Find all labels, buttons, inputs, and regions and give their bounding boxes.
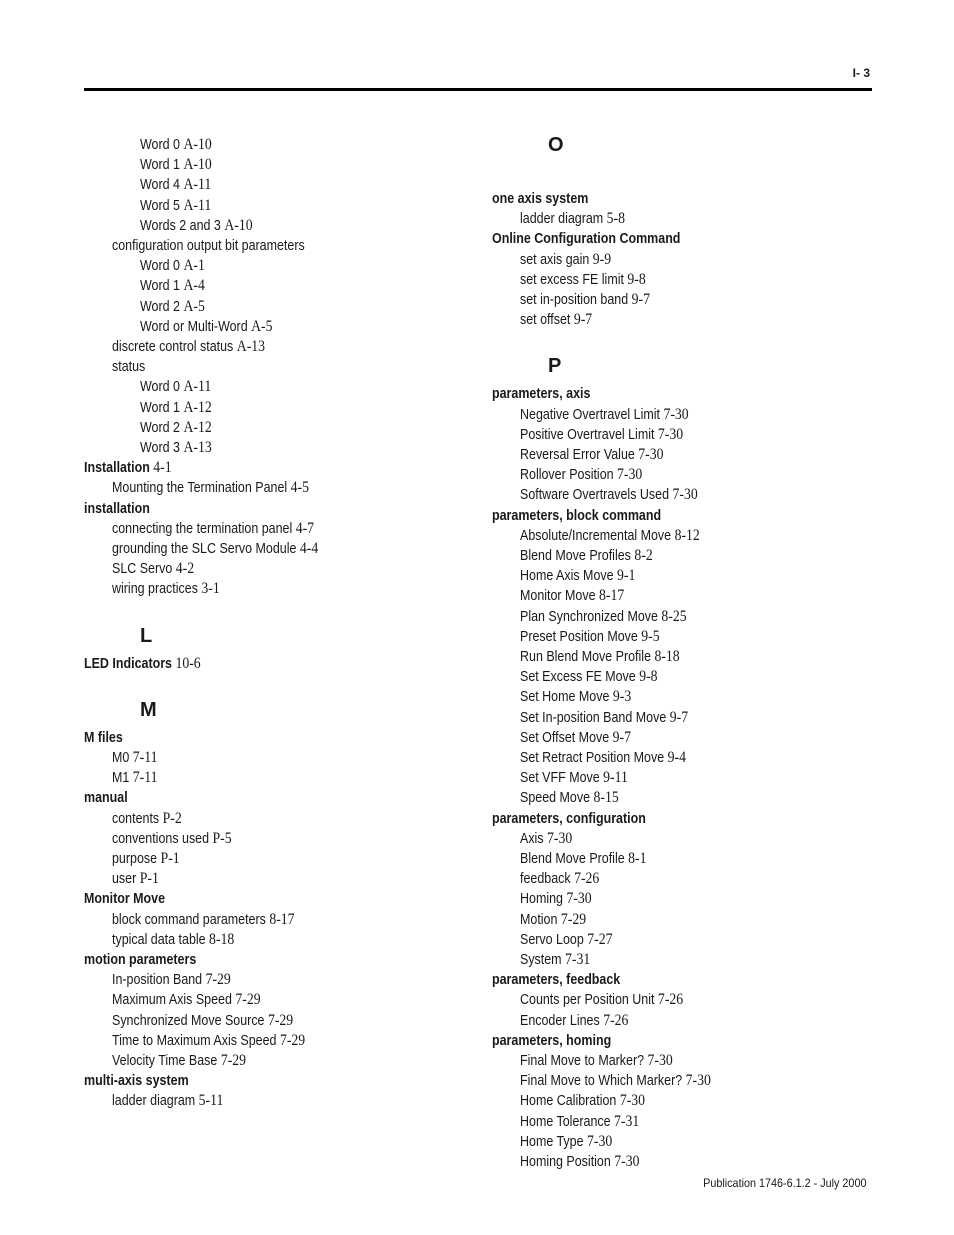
index-term: feedback bbox=[520, 871, 571, 888]
index-term: set excess FE limit bbox=[520, 271, 624, 288]
index-term: System bbox=[520, 952, 562, 968]
page-reference: A-5 bbox=[183, 297, 205, 315]
page-reference: 7-30 bbox=[685, 1072, 711, 1090]
index-term: Home Axis Move bbox=[520, 568, 614, 585]
index-term: manual bbox=[84, 790, 128, 807]
index-term: Final Move to Which Marker? bbox=[520, 1073, 683, 1090]
index-entry bbox=[492, 506, 661, 526]
page-reference: 9-8 bbox=[639, 668, 658, 686]
index-entry bbox=[112, 519, 314, 539]
index-term: Words 2 and 3 bbox=[140, 217, 221, 234]
index-entry bbox=[492, 189, 588, 209]
index-entry bbox=[520, 869, 599, 889]
index-term: Absolute/Incremental Move bbox=[520, 527, 672, 544]
index-term: status bbox=[112, 359, 146, 376]
index-term: Set VFF Move bbox=[520, 770, 600, 787]
page-reference: 8-1 bbox=[628, 850, 647, 867]
index-entry bbox=[520, 485, 698, 505]
index-term: Axis bbox=[520, 830, 544, 847]
index-entry bbox=[84, 950, 196, 970]
index-term: Online Configuration Command bbox=[492, 231, 681, 248]
page-reference: 7-30 bbox=[657, 425, 684, 443]
page-reference: 7-31 bbox=[565, 951, 591, 968]
index-term: Set Offset Move bbox=[520, 729, 610, 746]
page-reference: 7-30 bbox=[619, 1092, 646, 1110]
index-term: M1 bbox=[112, 770, 130, 787]
index-entry bbox=[520, 728, 631, 748]
index-entry bbox=[112, 1031, 305, 1051]
page-reference: 8-17 bbox=[599, 587, 625, 605]
page-reference: 7-26 bbox=[574, 870, 600, 888]
page-reference: A-10 bbox=[183, 136, 212, 153]
page-reference: 10-6 bbox=[175, 654, 201, 672]
index-term: Negative Overtravel Limit bbox=[520, 406, 660, 423]
index-term: contents bbox=[112, 810, 160, 827]
header-rule bbox=[84, 88, 872, 91]
page-reference: 4-7 bbox=[295, 519, 315, 537]
index-entry bbox=[112, 970, 231, 990]
index-term: Word 1 bbox=[140, 278, 180, 295]
index-term: Homing bbox=[520, 891, 563, 908]
page-reference: 9-9 bbox=[592, 250, 612, 268]
page-reference: 7-30 bbox=[663, 405, 689, 423]
page-reference: 5-8 bbox=[606, 210, 626, 228]
page-reference: 7-30 bbox=[672, 486, 698, 504]
index-term: Word or Multi-Word bbox=[140, 318, 248, 335]
index-term: installation bbox=[84, 500, 150, 517]
page-reference: 9-1 bbox=[617, 567, 636, 585]
index-entry bbox=[112, 478, 309, 498]
index-entry bbox=[520, 1091, 645, 1111]
page-reference: 7-29 bbox=[205, 971, 231, 989]
index-term: Motion bbox=[520, 911, 558, 928]
index-entry bbox=[520, 1152, 639, 1172]
page-reference: A-5 bbox=[251, 317, 273, 335]
page-reference: 4-1 bbox=[153, 459, 172, 477]
page-reference: 8-12 bbox=[674, 526, 700, 544]
section-letter-m: M bbox=[140, 698, 157, 721]
index-entry bbox=[84, 889, 165, 909]
index-entry bbox=[520, 250, 611, 270]
index-entry bbox=[140, 256, 205, 276]
index-entry bbox=[520, 270, 646, 290]
index-term: Installation bbox=[84, 460, 150, 477]
index-entry bbox=[520, 910, 586, 930]
index-term: parameters, homing bbox=[492, 1032, 612, 1049]
index-entry bbox=[112, 1011, 293, 1031]
index-entry bbox=[492, 384, 590, 404]
index-term: block command parameters bbox=[112, 911, 266, 928]
index-entry bbox=[140, 317, 273, 337]
index-term: Velocity Time Base bbox=[112, 1053, 218, 1069]
page-reference: 7-29 bbox=[560, 910, 587, 928]
index-entry bbox=[520, 310, 592, 330]
page-reference: P-5 bbox=[212, 829, 232, 847]
page-reference: P-2 bbox=[162, 809, 182, 827]
index-entry bbox=[520, 405, 689, 425]
page-reference: A-12 bbox=[183, 418, 212, 436]
index-entry bbox=[520, 1071, 711, 1091]
index-term: Set Retract Position Move bbox=[520, 750, 665, 766]
index-term: Monitor Move bbox=[84, 891, 166, 908]
page-reference: A-4 bbox=[183, 277, 205, 295]
index-term: Time to Maximum Axis Speed bbox=[112, 1032, 277, 1049]
index-term: multi-axis system bbox=[84, 1073, 189, 1090]
page-reference: 7-11 bbox=[132, 769, 158, 787]
index-term: Word 2 bbox=[140, 298, 180, 315]
index-entry bbox=[140, 155, 212, 175]
publication-footer: Publication 1746-6.1.2 - July 2000 bbox=[702, 1176, 866, 1190]
index-entry bbox=[140, 377, 211, 397]
page-reference: A-11 bbox=[183, 176, 212, 194]
index-term: Home Calibration bbox=[520, 1093, 617, 1110]
index-term: Speed Move bbox=[520, 790, 591, 807]
index-entry bbox=[84, 788, 128, 808]
page-reference: 7-30 bbox=[547, 829, 573, 847]
index-entry bbox=[84, 654, 201, 674]
index-term: Home Type bbox=[520, 1133, 584, 1150]
page-reference: A-13 bbox=[236, 338, 266, 355]
section-letter-o: O bbox=[548, 134, 564, 156]
page-reference: 9-7 bbox=[573, 311, 593, 329]
index-term: user bbox=[112, 871, 137, 888]
index-entry bbox=[492, 1031, 611, 1051]
index-entry bbox=[112, 829, 232, 849]
index-term: Rollover Position bbox=[520, 467, 614, 484]
index-term: Encoder Lines bbox=[520, 1012, 600, 1029]
index-entry bbox=[112, 990, 261, 1010]
page-reference: P-1 bbox=[139, 870, 159, 888]
page-reference: 7-30 bbox=[617, 466, 643, 484]
index-entry bbox=[112, 930, 234, 950]
index-term: In-position Band bbox=[112, 972, 203, 989]
index-term: Blend Move Profile bbox=[520, 851, 625, 867]
index-term: LED Indicators bbox=[84, 655, 173, 672]
index-entry bbox=[84, 458, 172, 478]
index-entry bbox=[520, 748, 686, 768]
index-entry bbox=[84, 499, 150, 519]
index-entry bbox=[140, 135, 212, 155]
index-term: parameters, block command bbox=[492, 507, 662, 524]
page-reference: 7-30 bbox=[614, 1153, 640, 1170]
index-term: Set Home Move bbox=[520, 689, 610, 706]
index-term: Word 0 bbox=[140, 379, 180, 396]
index-term: Counts per Position Unit bbox=[520, 992, 655, 1009]
page-reference: 7-31 bbox=[614, 1112, 640, 1130]
index-term: M0 bbox=[112, 750, 130, 766]
index-entry bbox=[520, 829, 572, 849]
index-term: Home Tolerance bbox=[520, 1113, 611, 1130]
index-term: set axis gain bbox=[520, 251, 590, 268]
index-term: set in-position band bbox=[520, 292, 629, 308]
page-number: I- 3 bbox=[852, 66, 870, 80]
index-term: Preset Position Move bbox=[520, 628, 638, 645]
index-entry bbox=[520, 627, 660, 647]
index-term: conventions used bbox=[112, 830, 210, 847]
index-entry bbox=[520, 290, 650, 310]
index-term: Word 0 bbox=[140, 137, 180, 153]
page-reference: 9-7 bbox=[669, 708, 689, 726]
index-entry bbox=[520, 990, 683, 1010]
index-term: parameters, axis bbox=[492, 386, 591, 403]
page-reference: 9-5 bbox=[641, 627, 660, 645]
page-reference: 9-7 bbox=[631, 291, 650, 308]
index-entry bbox=[112, 1051, 246, 1071]
page-reference: 8-18 bbox=[654, 648, 680, 665]
page-reference: 7-30 bbox=[587, 1132, 613, 1150]
page-reference: 9-8 bbox=[627, 270, 646, 288]
index-entry bbox=[520, 566, 635, 586]
index-entry bbox=[492, 229, 680, 249]
index-entry bbox=[520, 465, 642, 485]
index-entry bbox=[112, 357, 145, 377]
index-entry bbox=[520, 607, 687, 627]
index-entry bbox=[112, 236, 305, 256]
page-reference: 4-4 bbox=[299, 540, 319, 557]
index-term: discrete control status bbox=[112, 339, 234, 355]
index-term: parameters, configuration bbox=[492, 810, 646, 827]
index-entry bbox=[112, 768, 158, 788]
page-reference: 8-2 bbox=[634, 547, 653, 564]
index-entry bbox=[140, 297, 205, 317]
page-reference: 3-1 bbox=[201, 580, 220, 598]
index-entry bbox=[520, 546, 653, 566]
page-reference: A-11 bbox=[183, 196, 212, 214]
page-reference: A-1 bbox=[183, 257, 205, 275]
page-reference: A-12 bbox=[183, 398, 212, 416]
page-reference: 7-26 bbox=[657, 991, 684, 1009]
index-term: ladder diagram bbox=[112, 1093, 196, 1110]
index-term: Homing Position bbox=[520, 1154, 611, 1170]
index-entry bbox=[520, 526, 700, 546]
index-entry bbox=[112, 910, 295, 930]
index-entry bbox=[112, 869, 159, 889]
index-term: purpose bbox=[112, 851, 158, 867]
index-term: Word 1 bbox=[140, 399, 180, 416]
section-letter-l: L bbox=[140, 624, 153, 647]
index-entry bbox=[140, 175, 211, 195]
index-term: parameters, feedback bbox=[492, 972, 621, 989]
index-term: Blend Move Profiles bbox=[520, 548, 631, 564]
index-entry bbox=[520, 647, 680, 667]
index-entry bbox=[112, 539, 318, 559]
index-term: Servo Loop bbox=[520, 931, 584, 948]
index-entry bbox=[520, 425, 683, 445]
index-term: grounding the SLC Servo Module bbox=[112, 541, 297, 557]
page-reference: 9-7 bbox=[612, 728, 631, 746]
page-reference: 7-30 bbox=[638, 446, 664, 463]
page-reference: 8-15 bbox=[593, 789, 619, 807]
index-term: Final Move to Marker? bbox=[520, 1053, 645, 1069]
page-reference: P-1 bbox=[160, 850, 180, 867]
index-term: Maximum Axis Speed bbox=[112, 992, 232, 1009]
page-reference: 7-29 bbox=[235, 991, 261, 1009]
index-term: Mounting the Termination Panel bbox=[112, 480, 288, 497]
index-entry bbox=[520, 586, 624, 606]
page-reference: 8-25 bbox=[661, 607, 687, 625]
index-term: motion parameters bbox=[84, 952, 197, 968]
index-entry bbox=[112, 849, 180, 869]
page-reference: 7-11 bbox=[132, 749, 158, 766]
page-reference: 7-30 bbox=[566, 890, 592, 908]
page-reference: A-11 bbox=[183, 378, 212, 396]
index-entry bbox=[520, 849, 646, 869]
index-term: Word 2 bbox=[140, 419, 180, 436]
index-entry bbox=[112, 748, 158, 768]
index-term: SLC Servo bbox=[112, 561, 173, 578]
index-term: Word 3 bbox=[140, 440, 180, 456]
index-entry bbox=[520, 889, 592, 909]
index-entry bbox=[140, 216, 253, 236]
index-entry bbox=[520, 950, 590, 970]
index-entry bbox=[520, 1051, 673, 1071]
index-term: Set In-position Band Move bbox=[520, 709, 667, 726]
page-reference: A-10 bbox=[183, 156, 212, 174]
index-entry bbox=[520, 445, 664, 465]
index-term: Monitor Move bbox=[520, 588, 596, 605]
page-reference: A-13 bbox=[183, 439, 212, 456]
index-entry bbox=[112, 1091, 223, 1111]
page-reference: 7-29 bbox=[279, 1031, 306, 1049]
index-entry bbox=[520, 930, 612, 950]
index-entry bbox=[112, 559, 194, 579]
index-term: Reversal Error Value bbox=[520, 447, 635, 463]
index-entry bbox=[520, 1132, 612, 1152]
index-entry bbox=[520, 1011, 628, 1031]
index-entry bbox=[112, 809, 182, 829]
page-reference: 7-26 bbox=[603, 1011, 629, 1029]
index-term: Run Blend Move Profile bbox=[520, 649, 652, 665]
index-entry bbox=[140, 438, 212, 458]
index-term: connecting the termination panel bbox=[112, 520, 293, 537]
index-term: typical data table bbox=[112, 931, 206, 948]
page-reference: 4-5 bbox=[290, 479, 309, 497]
index-entry bbox=[520, 209, 625, 229]
page-reference: 7-29 bbox=[267, 1011, 294, 1029]
index-entry bbox=[492, 970, 620, 990]
index-entry bbox=[140, 418, 212, 438]
index-entry bbox=[84, 728, 123, 748]
index-entry bbox=[520, 708, 688, 728]
page-reference: 7-27 bbox=[587, 930, 613, 948]
page-reference: 8-17 bbox=[269, 910, 295, 928]
index-entry bbox=[520, 667, 658, 687]
index-term: Word 1 bbox=[140, 157, 180, 174]
page-reference: A-10 bbox=[224, 216, 253, 234]
page-reference: 4-2 bbox=[175, 560, 195, 578]
index-term: set offset bbox=[520, 312, 571, 329]
index-term: ladder diagram bbox=[520, 211, 604, 228]
index-entry bbox=[140, 196, 211, 216]
page-reference: 9-11 bbox=[603, 769, 628, 787]
index-term: Word 0 bbox=[140, 258, 180, 275]
page-reference: 8-18 bbox=[209, 930, 235, 948]
index-entry bbox=[520, 768, 628, 788]
index-term: Set Excess FE Move bbox=[520, 669, 636, 686]
page-reference: 5-11 bbox=[198, 1092, 224, 1110]
index-entry bbox=[140, 398, 212, 418]
index-entry bbox=[520, 687, 631, 707]
index-term: wiring practices bbox=[112, 581, 198, 598]
page-reference: 7-29 bbox=[220, 1052, 247, 1069]
index-term: one axis system bbox=[492, 191, 589, 207]
index-entry bbox=[140, 276, 205, 296]
index-entry bbox=[112, 579, 220, 599]
section-letter-p: P bbox=[548, 355, 562, 378]
index-term: Word 4 bbox=[140, 177, 180, 194]
page-reference: 7-30 bbox=[647, 1052, 673, 1069]
index-term: M files bbox=[84, 729, 123, 746]
index-entry bbox=[112, 337, 265, 357]
index-term: Software Overtravels Used bbox=[520, 487, 670, 504]
index-entry bbox=[520, 788, 619, 808]
index-term: Word 5 bbox=[140, 197, 180, 214]
index-term: configuration output bit parameters bbox=[112, 238, 305, 254]
page-reference: 9-4 bbox=[667, 749, 686, 766]
index-entry bbox=[492, 809, 646, 829]
index-term: Positive Overtravel Limit bbox=[520, 426, 655, 443]
index-entry bbox=[84, 1071, 189, 1091]
index-entry bbox=[520, 1112, 639, 1132]
index-term: Plan Synchronized Move bbox=[520, 608, 658, 625]
index-term: Synchronized Move Source bbox=[112, 1012, 265, 1029]
page-reference: 9-3 bbox=[612, 688, 632, 706]
